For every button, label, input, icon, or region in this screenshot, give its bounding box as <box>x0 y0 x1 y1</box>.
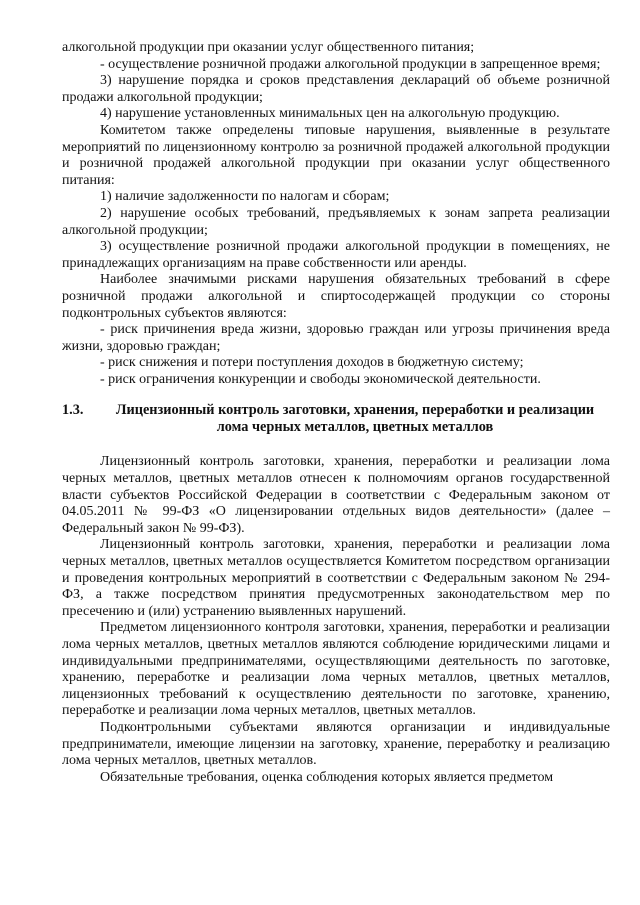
document-page <box>62 40 610 786</box>
paragraph: Лицензионный контроль заготовки, хранения, переработки и реализации лома черных металлов, цветных металлов осуществляется Комитетом посредством организации и проведения контрольных мероприятий в соответствии с Федеральным законом № 294-ФЗ, а также посредством принятия предусмотренных законодательством мер по пресечению и (или) устранению выявленных нарушений. <box>62 537 610 619</box>
paragraph: алкогольной продукции при оказании услуг общественного питания; <box>62 40 475 55</box>
section-title: Лицензионный контроль заготовки, хранения, переработки и реализации лома черных металлов, цветных металлов <box>115 402 595 436</box>
section-number: 1.3. <box>62 402 84 419</box>
paragraph: 2) нарушение особых требований, предъявляемых к зонам запрета реализации алкогольной продукции; <box>62 205 610 238</box>
paragraph: Подконтрольными субъектами являются организации и индивидуальные предприниматели, имеющие лицензии на заготовку, хранение, переработку и реализацию лома черных металлов, цветных металлов. <box>62 719 610 769</box>
paragraph: Предметом лицензионного контроля заготовки, хранения, переработки и реализации лома черных металлов, цветных металлов являются соблюдение юридическими лицами и индивидуальными предпринимателями, осуществляющими деятельность по заготовке, хранению, переработке и реализации лома черных металлов, цветных металлов, лицензионных требований к осуществлению деятельности по заготовке, хранению, переработке и реализации лома черных металлов, цветных металлов. <box>62 620 610 719</box>
paragraph: Комитетом также определены типовые нарушения, выявленные в результате мероприятий по лицензионному контролю за розничной продажей алкогольной продукции и розничной продажей алкогольной продукции при оказании услуг общественного питания: <box>62 122 610 188</box>
paragraph: Лицензионный контроль заготовки, хранения, переработки и реализации лома черных металлов, цветных металлов отнесен к полномочиям органов государственной власти субъектов Российской Федерации в соответствии с Федеральным законом от 04.05.2011 № 99-ФЗ «О лицензировании отдельных видов деятельности» (далее – Федеральный закон № 99-ФЗ). <box>62 454 610 536</box>
paragraph: 1) наличие задолженности по налогам и сборам; <box>100 189 390 205</box>
paragraph: - осуществление розничной продажи алкогольной продукции в запрещенное время; <box>100 56 601 72</box>
document-body-top <box>62 40 610 388</box>
document-body-bottom <box>62 454 610 786</box>
paragraph: Наиболее значимыми рисками нарушения обязательных требований в сфере розничной продажи алкогольной и спиртосодержащей продукции со стороны подконтрольных субъектов являются: <box>62 272 610 321</box>
paragraph: 4) нарушение установленных минимальных цен на алкогольную продукцию. <box>100 106 560 122</box>
section-heading <box>62 402 610 436</box>
paragraph: - риск ограничения конкуренции и свободы экономической деятельности. <box>100 371 541 387</box>
paragraph: - риск снижения и потери поступления доходов в бюджетную систему; <box>100 355 524 371</box>
paragraph: 3) нарушение порядка и сроков представления деклараций об объеме розничной продажи алкогольной продукции; <box>62 73 610 105</box>
paragraph: - риск причинения вреда жизни, здоровью граждан или угрозы причинения вреда жизни, здоровью граждан; <box>62 322 610 354</box>
paragraph: Обязательные требования, оценка соблюдения которых является предметом <box>100 769 554 785</box>
paragraph: 3) осуществление розничной продажи алкогольной продукции в помещениях, не принадлежащих организациям на праве собственности или аренды. <box>62 239 610 271</box>
